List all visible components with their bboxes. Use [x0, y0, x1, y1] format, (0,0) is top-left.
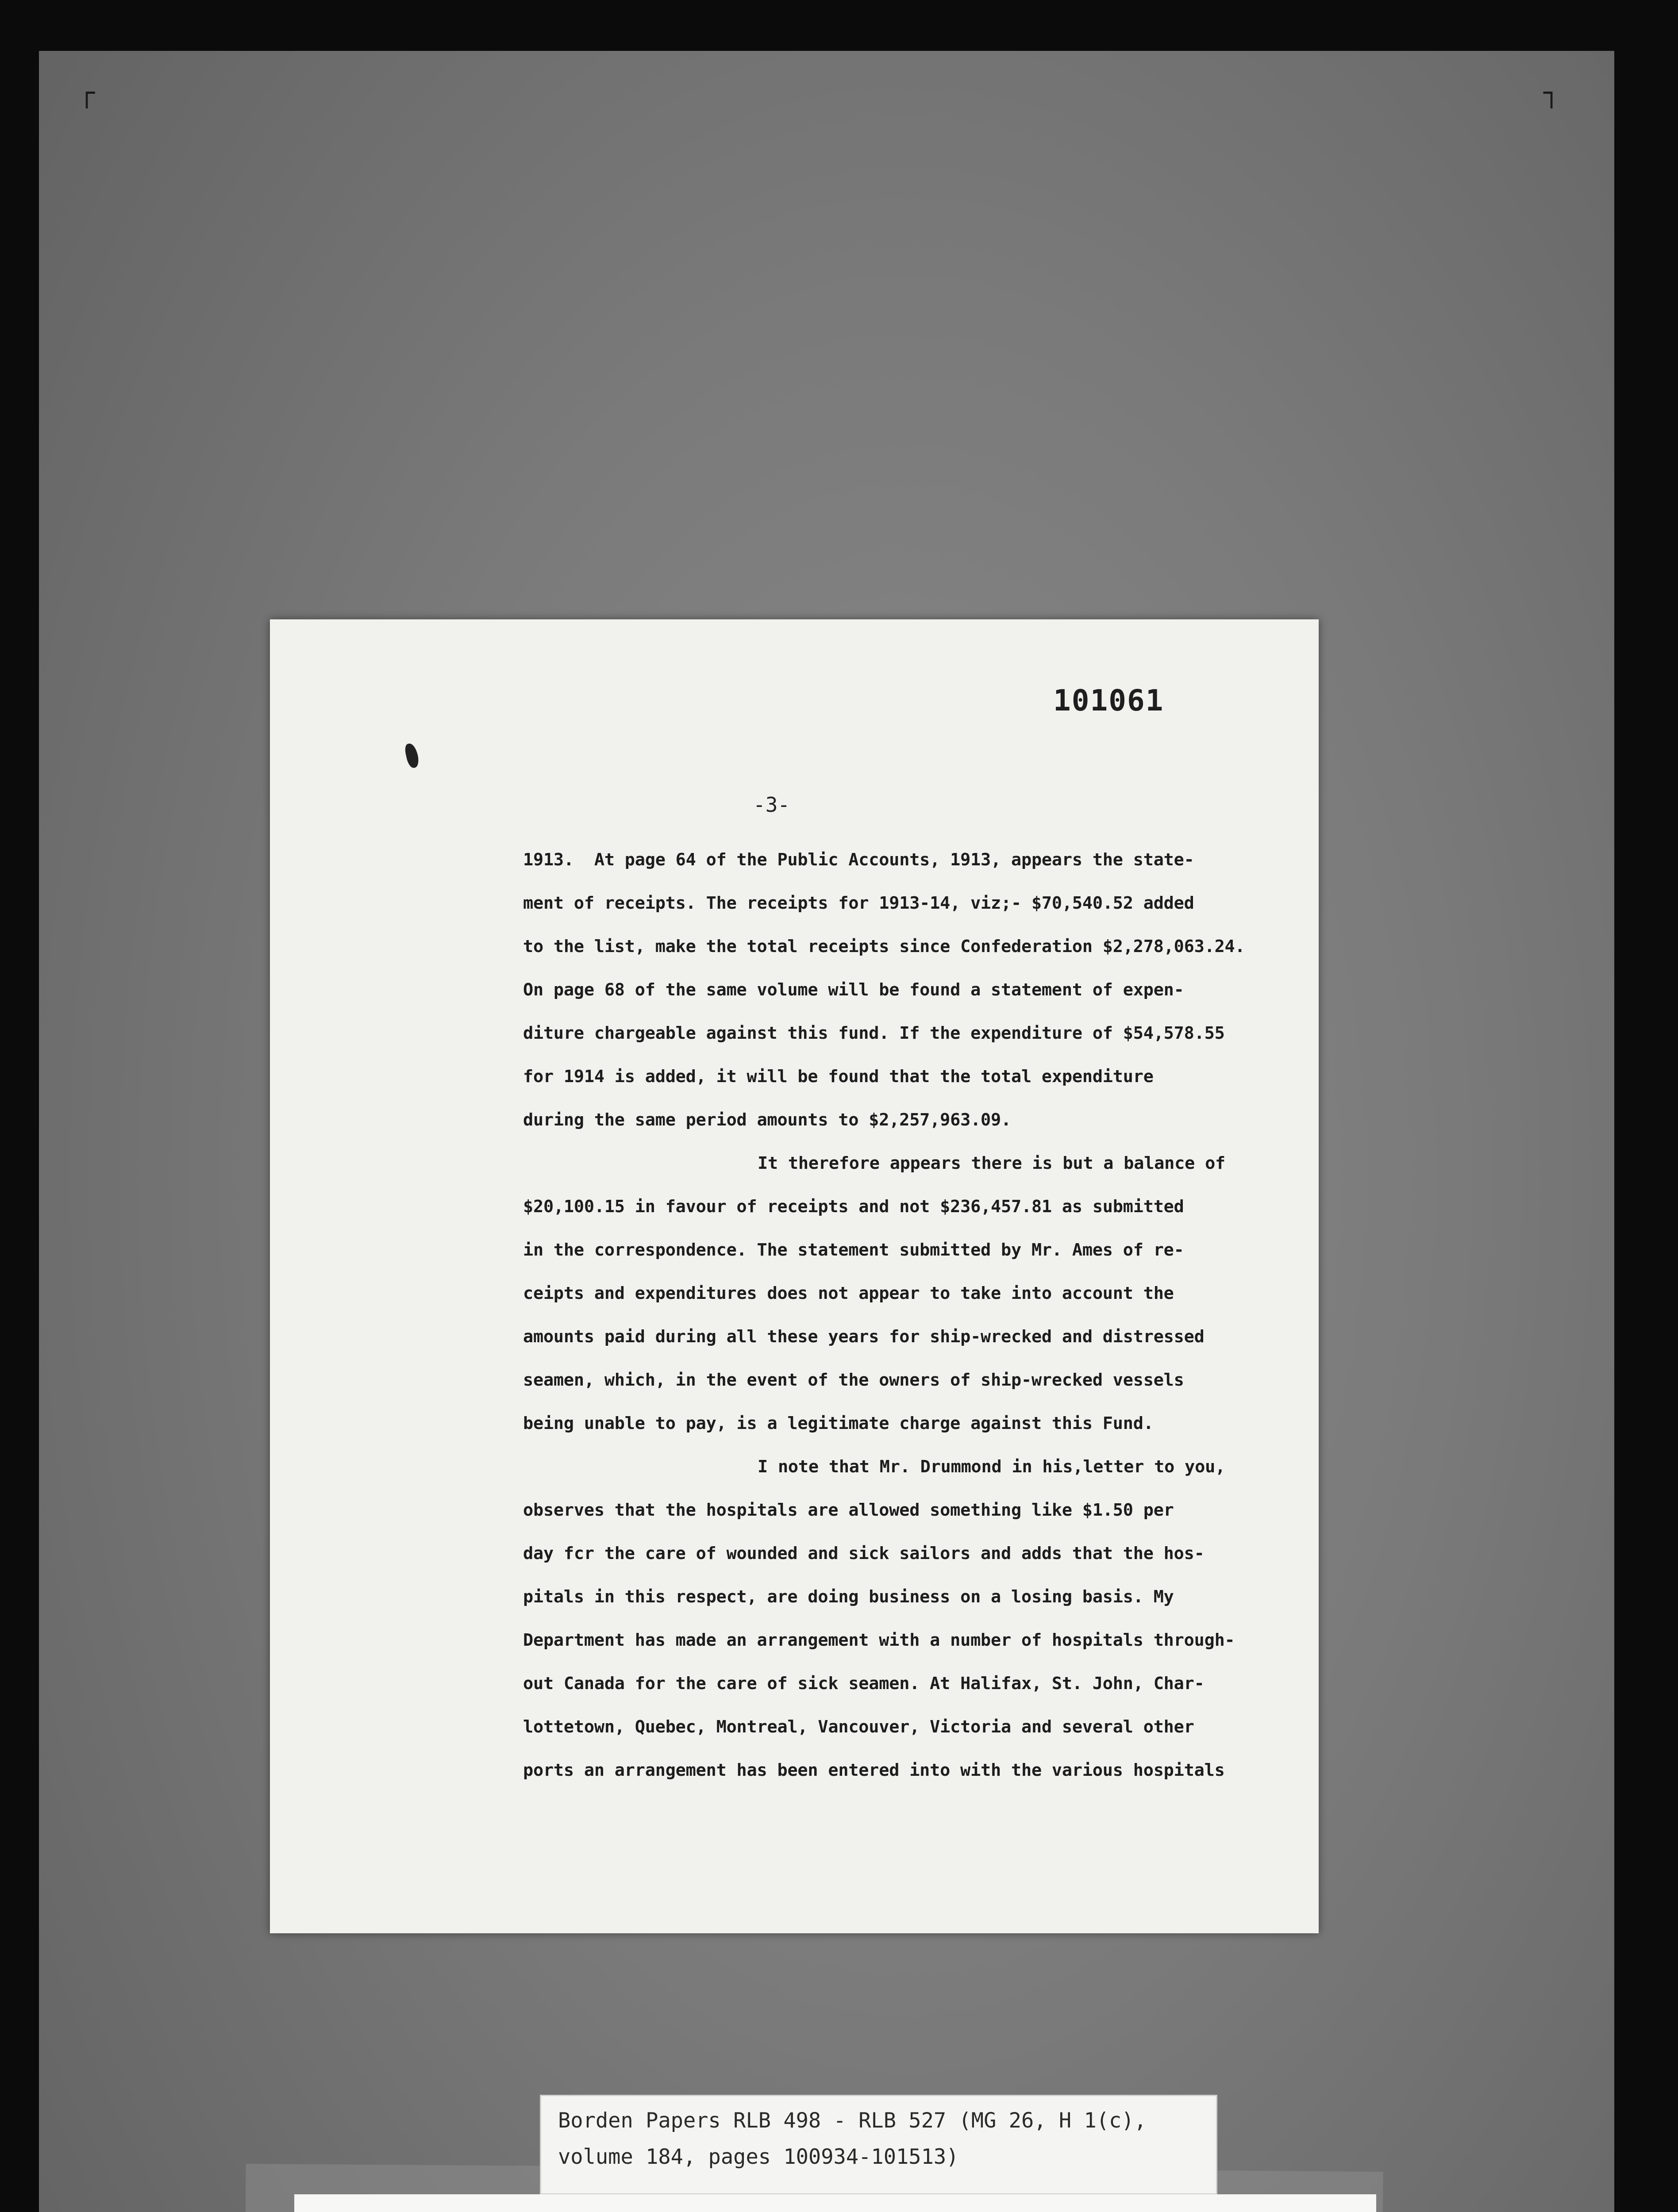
document-line: day fcr the care of wounded and sick sailors and adds that the hos-: [523, 1544, 1205, 1563]
citation-line-2: volume 184, pages 100934-101513): [558, 2145, 959, 2169]
document-line: for 1914 is added, it will be found that the total expenditure: [523, 1067, 1154, 1087]
document-line: ment of receipts. The receipts for 1913-14, viz;- $70,540.52 added: [523, 893, 1194, 913]
document-line: ceipts and expenditures does not appear to take into account the: [523, 1283, 1174, 1303]
archive-stamp: [294, 2194, 1376, 2212]
document-line: diture chargeable against this fund. If the expenditure of $54,578.55: [523, 1023, 1225, 1043]
document-line: out Canada for the care of sick seamen. At Halifax, St. John, Char-: [523, 1674, 1205, 1694]
document-line: in the correspondence. The statement submitted by Mr. Ames of re-: [523, 1240, 1184, 1260]
document-line: $20,100.15 in favour of receipts and not $236,457.81 as submitted: [523, 1197, 1184, 1217]
citation-tab: [540, 2095, 1217, 2195]
document-line: ports an arrangement has been entered into with the various hospitals: [523, 1760, 1225, 1780]
corner-crop-mark-right: ┐: [1543, 77, 1560, 108]
document-line: to the list, make the total receipts since Confederation $2,278,063.24.: [523, 937, 1245, 956]
document-line: seamen, which, in the event of the owners of ship-wrecked vessels: [523, 1370, 1184, 1390]
document-line: I note that Mr. Drummond in his,letter to you,: [758, 1457, 1226, 1477]
document-line: observes that the hospitals are allowed something like $1.50 per: [523, 1500, 1174, 1520]
page-number: -3-: [753, 793, 790, 817]
document-line: Department has made an arrangement with a number of hospitals through-: [523, 1630, 1235, 1650]
document-line: lottetown, Quebec, Montreal, Vancouver, Victoria and several other: [523, 1717, 1194, 1737]
corner-crop-mark-left: ┌: [79, 77, 95, 108]
ink-mark: [404, 742, 420, 769]
document-line: It therefore appears there is but a balance of: [758, 1153, 1226, 1173]
document-line: being unable to pay, is a legitimate charge against this Fund.: [523, 1413, 1154, 1433]
document-number: 101061: [1053, 684, 1164, 718]
document-line: amounts paid during all these years for ship-wrecked and distressed: [523, 1327, 1205, 1347]
document-page: [270, 619, 1319, 1933]
document-line: On page 68 of the same volume will be found a statement of expen-: [523, 980, 1184, 1000]
document-body: [523, 838, 1302, 1792]
document-line: pitals in this respect, are doing business on a losing basis. My: [523, 1587, 1174, 1607]
document-line: 1913. At page 64 of the Public Accounts, 1913, appears the state-: [523, 850, 1194, 870]
citation-line-1: Borden Papers RLB 498 - RLB 527 (MG 26, H 1(c),: [558, 2108, 1147, 2133]
document-line: during the same period amounts to $2,257,963.09.: [523, 1110, 1011, 1130]
